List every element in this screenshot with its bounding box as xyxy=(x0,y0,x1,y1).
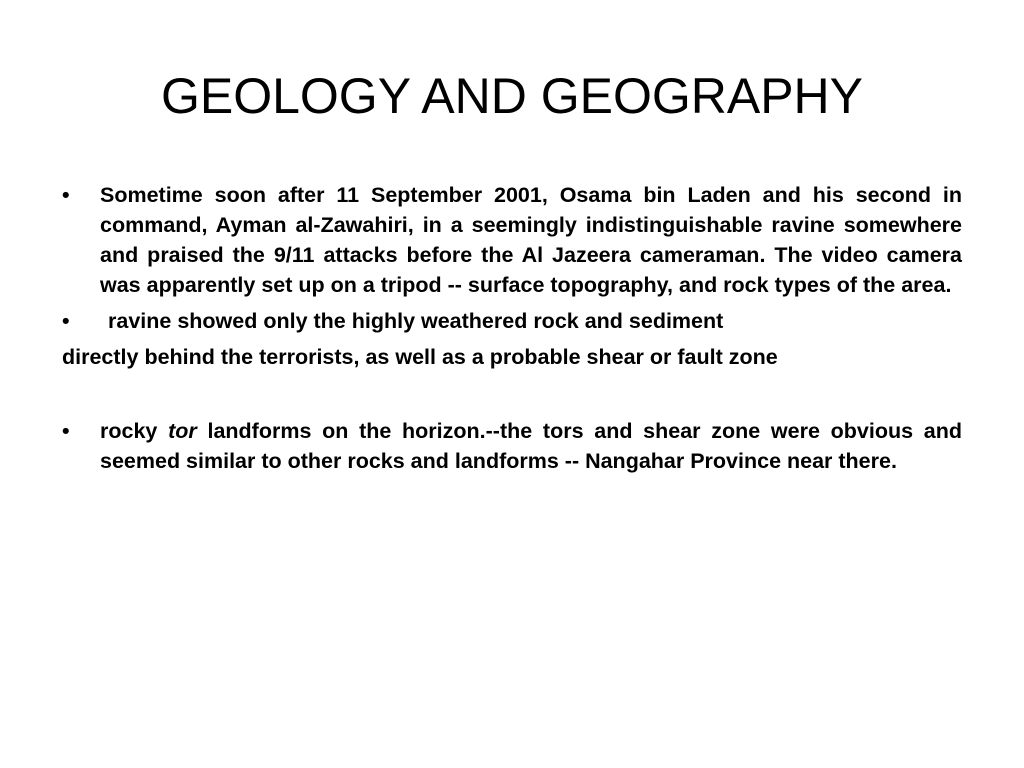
slide-title: GEOLOGY AND GEOGRAPHY xyxy=(160,68,864,124)
body-paragraph: directly behind the terrorists, as well as a probable shear or fault zone xyxy=(62,345,778,369)
bullet-text-suffix: landforms on the horizon.--the tors and shear zone were obvious and seemed similar to other rocks and landforms -- Nangahar Province near there. xyxy=(100,419,962,473)
bullet-dot: • xyxy=(62,419,70,443)
bullet-item xyxy=(62,180,962,300)
bullet-text-italic: tor xyxy=(168,419,197,443)
bullet-text: ravine showed only the highly weathered rock and sediment xyxy=(108,309,724,333)
bullet-dot: • xyxy=(62,309,70,333)
bullet-text: Sometime soon after 11 September 2001, Osama bin Laden and his second in command, Ayman al-Zawahiri, in a seemingly indistinguishable ravine somewhere and praised the 9/11 attacks before the Al Jazeera cameraman. The video camera was apparently set up on a tripod -- surface topography, and rock types of the area. xyxy=(100,183,962,297)
bullet-dot: • xyxy=(62,183,70,207)
bullet-item xyxy=(62,306,962,336)
bullet-text-prefix: rocky xyxy=(100,419,169,443)
bullet-item xyxy=(62,416,962,476)
slide-body xyxy=(62,180,962,476)
bullet-text xyxy=(100,419,962,473)
